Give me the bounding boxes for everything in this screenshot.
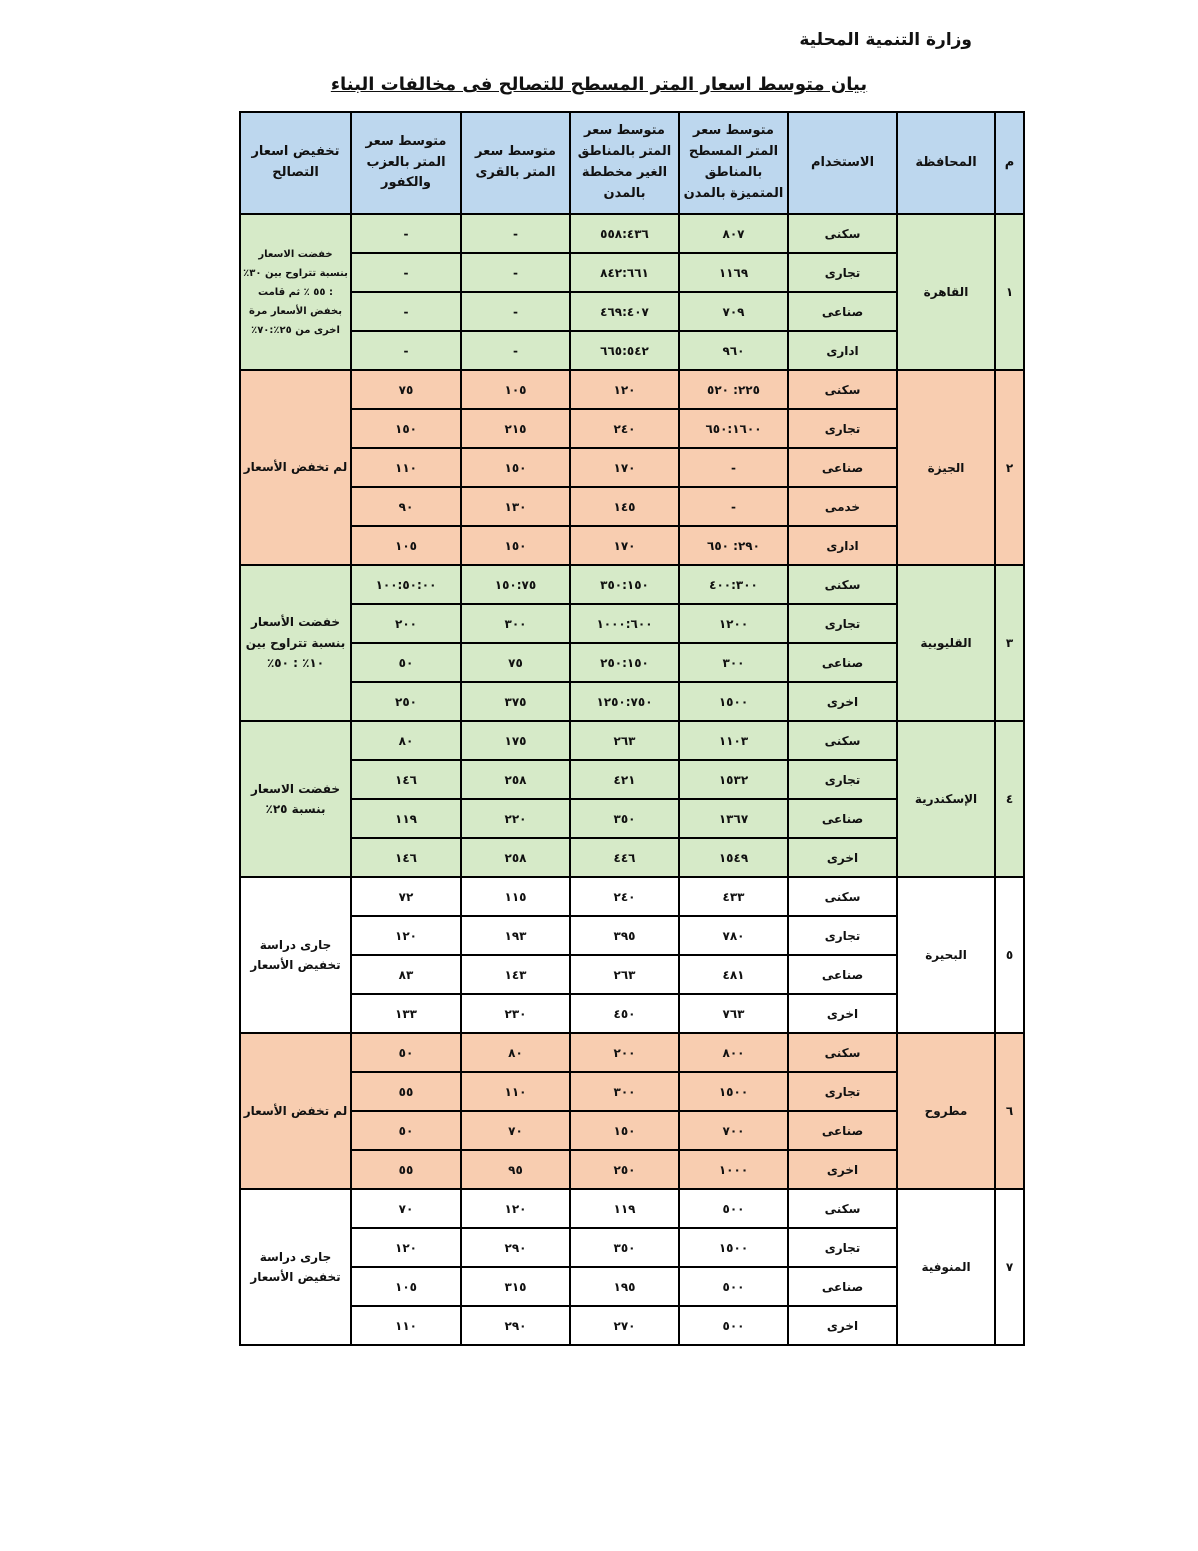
price-hamlets: ١١٠ <box>351 448 461 487</box>
header-reduction: تخفيض اسعار التصالح <box>240 112 351 214</box>
price-villages: ١٣٠ <box>461 487 570 526</box>
usage-type: اخرى <box>788 994 897 1033</box>
price-premium-cities: ١٥٤٩ <box>679 838 788 877</box>
price-unplanned-cities: ٤٤٦ <box>570 838 679 877</box>
price-unplanned-cities: ٨٤٢:٦٦١ <box>570 253 679 292</box>
price-hamlets: ٧٥ <box>351 370 461 409</box>
price-unplanned-cities: ١٠٠٠:٦٠٠ <box>570 604 679 643</box>
price-premium-cities: ٧٦٣ <box>679 994 788 1033</box>
price-unplanned-cities: ٢٦٣ <box>570 721 679 760</box>
table-row <box>240 1033 1024 1072</box>
price-villages: ٢٣٠ <box>461 994 570 1033</box>
usage-type: سكنى <box>788 1189 897 1228</box>
price-unplanned-cities: ١٧٠ <box>570 526 679 565</box>
price-premium-cities: ٥٠٠ <box>679 1189 788 1228</box>
price-premium-cities: ٥٠٠ <box>679 1306 788 1345</box>
usage-type: صناعى <box>788 955 897 994</box>
price-unplanned-cities: ٣٥٠:١٥٠ <box>570 565 679 604</box>
price-unplanned-cities: ٢٥٠:١٥٠ <box>570 643 679 682</box>
usage-type: تجارى <box>788 760 897 799</box>
governorate-name: البحيرة <box>897 877 995 1033</box>
reduction-note: خفضت الاسعار بنسبة ٢٥٪ <box>240 721 351 877</box>
price-villages: ١٤٣ <box>461 955 570 994</box>
price-villages: ١١٥ <box>461 877 570 916</box>
price-premium-cities: ١٥٠٠ <box>679 1228 788 1267</box>
usage-type: سكنى <box>788 370 897 409</box>
price-premium-cities: - <box>679 448 788 487</box>
price-hamlets: ١١٠ <box>351 1306 461 1345</box>
reduction-note: جارى دراسة تخفيض الأسعار <box>240 877 351 1033</box>
price-premium-cities: ٨٠٧ <box>679 214 788 253</box>
price-villages: ١٥٠:٧٥ <box>461 565 570 604</box>
row-number: ٥ <box>995 877 1024 1033</box>
price-hamlets: - <box>351 292 461 331</box>
usage-type: خدمى <box>788 487 897 526</box>
price-villages: ١٩٣ <box>461 916 570 955</box>
price-premium-cities: ٢٩٠: ٦٥٠ <box>679 526 788 565</box>
usage-type: تجارى <box>788 1072 897 1111</box>
header-governorate: المحافظة <box>897 112 995 214</box>
reduction-note: لم تخفض الأسعار <box>240 370 351 565</box>
reduction-note: جارى دراسة تخفيض الأسعار <box>240 1189 351 1345</box>
header-row <box>240 112 1024 214</box>
price-unplanned-cities: ٢٥٠ <box>570 1150 679 1189</box>
table-row <box>240 721 1024 760</box>
reduction-note: لم تخفض الأسعار <box>240 1033 351 1189</box>
governorate-name: مطروح <box>897 1033 995 1189</box>
header-hamlets: متوسط سعر المتر بالعزب والكفور <box>351 112 461 214</box>
usage-type: اخرى <box>788 682 897 721</box>
price-premium-cities: ٧٠٠ <box>679 1111 788 1150</box>
governorate-name: القليوبية <box>897 565 995 721</box>
header-premium: متوسط سعر المتر المسطح بالمناطق المتميزة بالمدن <box>679 112 788 214</box>
price-villages: ٢٢٠ <box>461 799 570 838</box>
price-unplanned-cities: ٦٦٥:٥٤٢ <box>570 331 679 370</box>
usage-type: تجارى <box>788 253 897 292</box>
price-villages: ٢٥٨ <box>461 760 570 799</box>
price-hamlets: ١٤٦ <box>351 760 461 799</box>
price-villages: ١٠٥ <box>461 370 570 409</box>
price-premium-cities: ٧٠٩ <box>679 292 788 331</box>
price-hamlets: ١٢٠ <box>351 1228 461 1267</box>
price-villages: ٣٧٥ <box>461 682 570 721</box>
price-villages: ١٥٠ <box>461 448 570 487</box>
price-premium-cities: ٧٨٠ <box>679 916 788 955</box>
price-hamlets: - <box>351 214 461 253</box>
price-hamlets: ١٢٠ <box>351 916 461 955</box>
price-hamlets: ١٠٥ <box>351 1267 461 1306</box>
header-num: م <box>995 112 1024 214</box>
price-unplanned-cities: ١١٩ <box>570 1189 679 1228</box>
usage-type: اخرى <box>788 1306 897 1345</box>
governorate-name: الإسكندرية <box>897 721 995 877</box>
price-premium-cities: ٢٢٥: ٥٢٠ <box>679 370 788 409</box>
price-hamlets: - <box>351 331 461 370</box>
price-hamlets: ٧٢ <box>351 877 461 916</box>
usage-type: صناعى <box>788 448 897 487</box>
price-villages: ١٢٠ <box>461 1189 570 1228</box>
price-unplanned-cities: ٤٥٠ <box>570 994 679 1033</box>
price-premium-cities: ٨٠٠ <box>679 1033 788 1072</box>
price-villages: ١١٠ <box>461 1072 570 1111</box>
usage-type: تجارى <box>788 1228 897 1267</box>
price-premium-cities: ١٣٦٧ <box>679 799 788 838</box>
price-villages: ١٧٥ <box>461 721 570 760</box>
price-villages: ٢٩٠ <box>461 1228 570 1267</box>
header-villages: متوسط سعر المتر بالقرى <box>461 112 570 214</box>
price-unplanned-cities: ٣٥٠ <box>570 1228 679 1267</box>
price-premium-cities: ١٠٠٠ <box>679 1150 788 1189</box>
table-row <box>240 1189 1024 1228</box>
price-unplanned-cities: ٢٤٠ <box>570 877 679 916</box>
price-villages: - <box>461 331 570 370</box>
price-unplanned-cities: ٢٦٣ <box>570 955 679 994</box>
usage-type: سكنى <box>788 214 897 253</box>
reduction-note: خفضت الاسعار بنسبة تتراوح بين ٣٠٪ : ٥٥ ٪ ثم قامت بخفض الأسعار مرة اخرى من ٢٥٪:٧٠٪ <box>240 214 351 370</box>
document-title: بيان متوسط اسعار المتر المسطح للتصالح فى مخالفات البناء <box>330 74 868 95</box>
table-body <box>240 214 1024 1345</box>
price-premium-cities: ١٥٠٠ <box>679 682 788 721</box>
prices-table <box>239 111 1025 1346</box>
usage-type: ادارى <box>788 331 897 370</box>
row-number: ٦ <box>995 1033 1024 1189</box>
usage-type: تجارى <box>788 916 897 955</box>
price-unplanned-cities: ٢٠٠ <box>570 1033 679 1072</box>
price-hamlets: ٥٥ <box>351 1072 461 1111</box>
price-villages: ٢٥٨ <box>461 838 570 877</box>
governorate-name: القاهرة <box>897 214 995 370</box>
price-villages: ٢١٥ <box>461 409 570 448</box>
price-hamlets: ١٣٣ <box>351 994 461 1033</box>
price-unplanned-cities: ١٢٥٠:٧٥٠ <box>570 682 679 721</box>
price-hamlets: ١٥٠ <box>351 409 461 448</box>
row-number: ٣ <box>995 565 1024 721</box>
price-villages: ٧٠ <box>461 1111 570 1150</box>
price-hamlets: ٢٠٠ <box>351 604 461 643</box>
price-villages: - <box>461 292 570 331</box>
price-premium-cities: ٤٠٠:٣٠٠ <box>679 565 788 604</box>
ministry-name: وزارة التنمية المحلية <box>799 30 972 50</box>
usage-type: صناعى <box>788 1267 897 1306</box>
usage-type: تجارى <box>788 604 897 643</box>
usage-type: صناعى <box>788 1111 897 1150</box>
price-unplanned-cities: ٣٥٠ <box>570 799 679 838</box>
usage-type: سكنى <box>788 1033 897 1072</box>
price-villages: - <box>461 214 570 253</box>
price-unplanned-cities: ١٩٥ <box>570 1267 679 1306</box>
price-premium-cities: ٦٥٠:١٦٠٠ <box>679 409 788 448</box>
usage-type: سكنى <box>788 565 897 604</box>
price-unplanned-cities: ١٧٠ <box>570 448 679 487</box>
price-hamlets: ١٠٠:٥٠:٠٠ <box>351 565 461 604</box>
usage-type: سكنى <box>788 721 897 760</box>
reduction-note: خفضت الأسعار بنسبة تتراوح بين ١٠٪ : ٥٠٪ <box>240 565 351 721</box>
table-row <box>240 565 1024 604</box>
price-hamlets: ٢٥٠ <box>351 682 461 721</box>
price-premium-cities: ٤٣٣ <box>679 877 788 916</box>
usage-type: تجارى <box>788 409 897 448</box>
header-unplanned: متوسط سعر المتر بالمناطق الغير مخططة بالمدن <box>570 112 679 214</box>
price-premium-cities: ٣٠٠ <box>679 643 788 682</box>
price-hamlets: - <box>351 253 461 292</box>
table-row <box>240 877 1024 916</box>
price-premium-cities: ١٢٠٠ <box>679 604 788 643</box>
price-unplanned-cities: ١٥٠ <box>570 1111 679 1150</box>
price-premium-cities: ٩٦٠ <box>679 331 788 370</box>
price-unplanned-cities: ٣٩٥ <box>570 916 679 955</box>
price-premium-cities: ٥٠٠ <box>679 1267 788 1306</box>
price-hamlets: ١٠٥ <box>351 526 461 565</box>
usage-type: صناعى <box>788 292 897 331</box>
price-premium-cities: ١١٦٩ <box>679 253 788 292</box>
row-number: ٤ <box>995 721 1024 877</box>
price-villages: ٩٥ <box>461 1150 570 1189</box>
usage-type: سكنى <box>788 877 897 916</box>
price-premium-cities: ١٥٠٠ <box>679 1072 788 1111</box>
row-number: ٢ <box>995 370 1024 565</box>
price-unplanned-cities: ٤٢١ <box>570 760 679 799</box>
price-villages: - <box>461 253 570 292</box>
header-use: الاستخدام <box>788 112 897 214</box>
price-villages: ٢٩٠ <box>461 1306 570 1345</box>
price-villages: ١٥٠ <box>461 526 570 565</box>
price-hamlets: ٨٣ <box>351 955 461 994</box>
row-number: ١ <box>995 214 1024 370</box>
price-unplanned-cities: ٤٦٩:٤٠٧ <box>570 292 679 331</box>
price-unplanned-cities: ١٢٠ <box>570 370 679 409</box>
price-premium-cities: ١٥٣٢ <box>679 760 788 799</box>
price-hamlets: ٨٠ <box>351 721 461 760</box>
price-hamlets: ٥٠ <box>351 1111 461 1150</box>
price-unplanned-cities: ٣٠٠ <box>570 1072 679 1111</box>
row-number: ٧ <box>995 1189 1024 1345</box>
price-hamlets: ٥٠ <box>351 643 461 682</box>
price-villages: ٨٠ <box>461 1033 570 1072</box>
governorate-name: الجيزة <box>897 370 995 565</box>
price-premium-cities: - <box>679 487 788 526</box>
price-hamlets: ١٤٦ <box>351 838 461 877</box>
governorate-name: المنوفية <box>897 1189 995 1345</box>
price-hamlets: ٩٠ <box>351 487 461 526</box>
usage-type: صناعى <box>788 643 897 682</box>
price-villages: ٧٥ <box>461 643 570 682</box>
price-hamlets: ١١٩ <box>351 799 461 838</box>
price-unplanned-cities: ٥٥٨:٤٣٦ <box>570 214 679 253</box>
price-hamlets: ٥٥ <box>351 1150 461 1189</box>
price-hamlets: ٧٠ <box>351 1189 461 1228</box>
price-hamlets: ٥٠ <box>351 1033 461 1072</box>
price-unplanned-cities: ٢٧٠ <box>570 1306 679 1345</box>
usage-type: اخرى <box>788 838 897 877</box>
price-unplanned-cities: ١٤٥ <box>570 487 679 526</box>
price-premium-cities: ٤٨١ <box>679 955 788 994</box>
usage-type: اخرى <box>788 1150 897 1189</box>
usage-type: صناعى <box>788 799 897 838</box>
price-villages: ٣٠٠ <box>461 604 570 643</box>
price-unplanned-cities: ٢٤٠ <box>570 409 679 448</box>
price-villages: ٣١٥ <box>461 1267 570 1306</box>
price-premium-cities: ١١٠٣ <box>679 721 788 760</box>
table-row <box>240 214 1024 253</box>
usage-type: ادارى <box>788 526 897 565</box>
table-row <box>240 370 1024 409</box>
